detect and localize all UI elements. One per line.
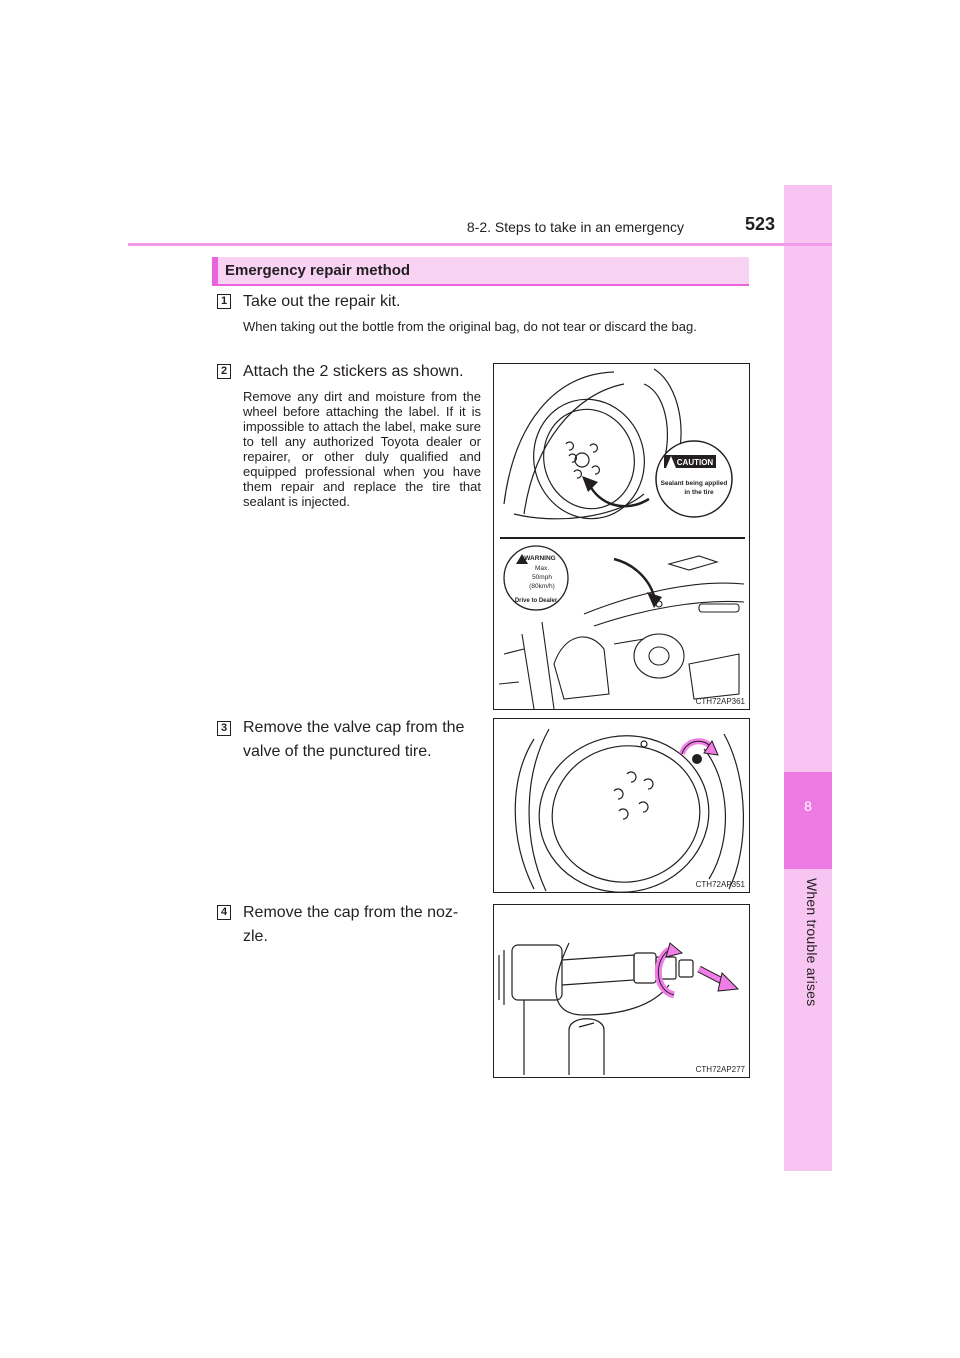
- step-1-description: When taking out the bottle from the original bag, do not tear or discard the bag.: [243, 319, 697, 334]
- figure-nozzle-cap: [493, 904, 750, 1078]
- step-1-number: 1: [217, 294, 231, 309]
- step-2-description: Remove any dirt and moisture from the wheel before attaching the label. If it is impossible to attach the label, make sure to tell any authorized Toyota dealer or repairer, or other duly qualified and equipped professional when you have them repair and replace the tire that sealant is injected.: [243, 389, 481, 509]
- page-number: 523: [744, 214, 775, 234]
- warning-title: WARNING: [524, 555, 556, 562]
- step-3-title-line2: valve of the punctured tire.: [243, 743, 432, 760]
- step-3-title-line1: Remove the valve cap from the: [243, 719, 465, 736]
- caution-sticker-circle: [656, 441, 732, 517]
- chapter-number: 8: [804, 798, 812, 814]
- step-2-title: Attach the 2 stickers as shown.: [243, 363, 464, 380]
- chapter-number-box: [784, 772, 832, 869]
- warning-line1: Max.: [534, 565, 550, 572]
- step-3-number: 3: [217, 721, 231, 736]
- warning-line2: 50mph: [532, 574, 552, 581]
- step-4-title-line1: Remove the cap from the noz-: [243, 904, 459, 921]
- step-4-number: 4: [217, 905, 231, 920]
- section-title: 8-2. Steps to take in an emergency: [466, 219, 684, 235]
- step-1-title: Take out the repair kit.: [243, 293, 401, 310]
- caution-line2: in the tire: [684, 489, 714, 496]
- warning-line3: (80km/h): [529, 583, 555, 590]
- caution-line1: Sealant being applied: [660, 480, 728, 487]
- chapter-label: When trouble arises: [804, 878, 820, 1007]
- heading-underline: [212, 284, 749, 286]
- figure-stickers: [493, 363, 750, 710]
- nozzle-illustration: [494, 905, 750, 1078]
- figure-code-3: CTH72AP277: [695, 1065, 745, 1074]
- chapter-side-tab: [784, 185, 832, 1171]
- warning-footer: Drive to Dealer: [514, 598, 558, 604]
- step-4-title-line2: zle.: [243, 928, 268, 945]
- figure-valve-cap: [493, 718, 750, 893]
- section-heading: Emergency repair method: [225, 262, 411, 279]
- valve-illustration: [494, 719, 750, 893]
- caution-title: CAUTION: [676, 458, 714, 467]
- figure-code-2: CTH72AP351: [695, 880, 745, 889]
- header-divider: [128, 243, 832, 246]
- sticker-illustration: [494, 364, 750, 710]
- figure-code-1: CTH72AP361: [695, 697, 745, 706]
- step-2-number: 2: [217, 364, 231, 379]
